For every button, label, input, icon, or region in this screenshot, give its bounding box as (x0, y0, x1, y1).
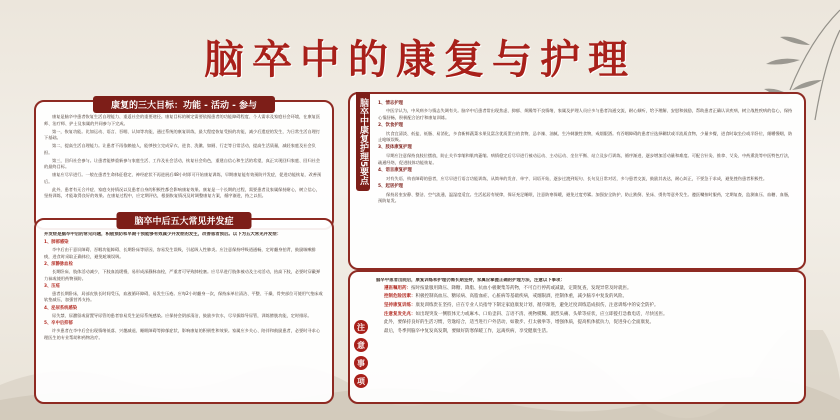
precaution-title: 控制危险因素： (384, 294, 416, 300)
complication-text: 尿失禁、尿潴留或留置导尿管的患者容易发生泌尿系统感染。应保持会阴部清洁，鼓励多饮水，尽早拔除导尿管，训练膀胱功能，定时排尿。 (52, 312, 312, 318)
nursing-section-title: 3、肢体康复护理 (378, 145, 412, 151)
nursing-section-text: 早期应注意保持良肢位摆放，防止关节挛缩和肌肉萎缩。病情稳定后尽早进行被动运动、主动运动、坐位平衡、站立及步行训练，循序渐进，逐步增加活动量和难度。可配合针灸、推拿、艾灸、中药熏洗等中医特色疗法，疏通经络，促进肢体功能恢复。 (378, 153, 793, 165)
page-title: 脑卒中的康复与护理 (204, 36, 636, 83)
precaution-title: 坚持康复训练： (384, 302, 416, 308)
precaution-text: 康复训练贵在坚持，应在专业人员指导下制定家庭康复计划，循序渐进，避免过度训练造成损伤，注意训练中的安全防护。 (415, 302, 659, 308)
nursing-section-text: 对有失语、构音障碍的患者，应尽早进行语言功能训练，从简单的发音、单字、词语开始，逐步过渡到短句、长句及日常对话，多与患者交流，鼓励其表达，耐心纠正，不要急于求成，避免挫伤患者积极性。 (386, 175, 768, 181)
complication-title: 1、肺部感染 (44, 240, 69, 246)
precautions-label-char: 注 (354, 320, 368, 334)
complication-text: 许多患者在卒中后会出现情绪低落、兴趣减退、睡眠障碍等抑郁症状，影响康复的积极性和效果。家属应多关心、陪伴和鼓励患者，必要时寻求心理医生的专业帮助和药物治疗。 (44, 328, 321, 340)
goals-paragraph: 第二，提高生活自理能力。让患者不再依赖他人，能够独立完成穿衣、进食、洗漱、如厕、行走等日常活动，提高生活质量，减轻家庭及社会负担。 (44, 143, 316, 155)
nursing-section-title: 2、饮食护理 (378, 123, 404, 129)
complication-text: 卒中后由于意识障碍、吞咽功能障碍、长期卧床等原因，容易发生误吸，引起吸入性肺炎。应注意保持呼吸道通畅，定时翻身拍背，鼓励咳嗽排痰，进食时采取正确体位，避免呛咳误吸。 (44, 247, 316, 259)
nursing-section-title: 4、语言康复护理 (378, 167, 412, 173)
nursing-section-title: 1、情志护理 (378, 100, 404, 106)
complication-title: 3、压疮 (44, 283, 60, 289)
complication-title: 5、卒中后抑郁 (44, 320, 73, 326)
precaution-text: 积极控制高血压、糖尿病、高脂血症、心脏病等基础疾病，戒烟限酒，控制体重，减少脑卒中复发的风险。 (415, 294, 627, 300)
nursing-section-text: 饮食宜清淡、低盐、低脂、易消化，多食新鲜蔬菜水果及富含优质蛋白的食物，忌辛辣、油腻、生冷刺激性食物，戒烟限酒。有吞咽障碍的患者应选择糊状或半流质食物，少量多餐，进食时取坐位或半卧位，细嚼慢咽，防止呛咳误吸。 (378, 130, 793, 143)
goals-header: 康复的三大目标：功能 - 活动 - 参与 (93, 96, 275, 113)
goals-paragraph: 第一，恢复功能。比如运动、语言、吞咽、认知等功能，通过系统的康复训练，最大程度恢复受损的功能，减少后遗症的发生，为日常生活自理打下基础。 (44, 128, 321, 141)
goals-paragraph: 第三，回归社会参与。让患者能够重新参与家庭生活、工作及社会活动，恢复社会角色，重建自信心和生活的希望，真正实现回归家庭、回归社会的最终目标。 (44, 157, 321, 170)
nursing-points-panel (348, 92, 806, 270)
precaution-title: 注意复发先兆： (384, 311, 416, 317)
goals-paragraph: 康复应尽早进行。一般在患者生命体征稳定、神经症状不再进展后48小时即可开始康复训练，早期康复能有效预防并发症，促进功能恢复，改善预后。 (44, 172, 322, 184)
precaution-text: 按时按量服用降压、降糖、降脂、抗血小板聚集等药物，不可自行停药或减量，定期复查，发现异常及时就医。 (411, 285, 632, 291)
nursing-points-label: 脑卒中康复护理5要点 (356, 92, 370, 191)
complication-text: 长期卧床、肢体活动减少，下肢血流缓慢，易形成深静脉血栓，严重者可导致肺栓塞。应尽早进行肢体被动及主动活动，抬高下肢，必要时穿戴弹力袜或使用药物预防。 (44, 269, 321, 281)
complications-panel (34, 218, 334, 404)
complications-intro: 并发症是脑卒中后的常见问题，积极预防和早期干预能够有效减少并发症的发生，改善患者预后。以下为五大常见并发症： (44, 232, 282, 237)
goals-paragraph: 康复是脑卒中患者恢复生活自理能力、重返社会的重要途径。康复目标的制定需要依据患者的功能障碍程度、个人需求及家庭社会环境，在康复医师、治疗师、护士及家属的共同参与下完成。 (44, 114, 321, 126)
precautions-intro: 脑卒中患者出院后，康复训练和护理仍需长期坚持，家属应掌握正确的护理方法，注意以下事项： (376, 278, 565, 283)
complication-text: 患者长期卧床，局部皮肤长时间受压，血液循环障碍，易发生压疮。应每2小时翻身一次，保持床单位清洁、平整、干燥，骨突部位可使用气垫床或软垫减压，加强营养支持。 (44, 290, 323, 303)
precautions-label (354, 320, 368, 392)
nursing-section-text: 保持居室安静、整洁、空气流通，温湿度适宜。生活起居有规律，保证充足睡眠，注意防寒保暖，避免过度劳累。加强安全防护，防止跌倒、坠床、烫伤等意外发生。遵医嘱按时服药，定期复查，监测血压、血糖、血脂，预防复发。 (378, 191, 793, 204)
precautions-closing: 此外，要保持良好的生活习惯，劳逸结合，适当进行户外活动，如散步、打太极拳等，增强体质，提高机体抵抗力，促进身心全面康复。 (384, 320, 654, 326)
complications-header: 脑卒中后五大常见并发症 (116, 212, 251, 229)
nursing-section-title: 5、起居护理 (378, 183, 404, 189)
precautions-label-char: 事 (354, 356, 368, 370)
precautions-panel (348, 270, 806, 404)
complication-title: 4、泌尿系统感染 (44, 305, 78, 311)
goals-paragraph: 此外，患者有无合并症、家庭支持情况以及患者自身的积极性都会影响康复效果。康复是一个长期的过程，需要患者及家属保持耐心，树立信心，坚持训练，才能取得良好的效果。在康复过程中，应定期评估，根据恢复情况及时调整康复方案，循序渐进，持之以恒。 (44, 186, 321, 199)
precaution-text: 如出现突发一侧肢体无力或麻木、口角歪斜、言语不清、视物模糊、剧烈头痛、头晕等症状，应立即拨打急救电话，尽快送医。 (415, 311, 668, 317)
nursing-section-text: 中医学认为，中风病多与情志失调有关。脑卒中后患者常出现焦虑、抑郁、烦躁等不良情绪，家属及护理人员应多与患者沟通交流，耐心倾听，给予理解、安慰和鼓励，帮助患者正确认识疾病，树立战胜疾病的信心，保持心情舒畅，积极配合治疗和康复训练。 (378, 108, 793, 120)
goals-panel (34, 100, 334, 230)
precautions-quote: 最后，冬季到脑卒中复发高发期，要做好防寒保暖工作，远离疾病，享受健康生活。 (384, 328, 551, 334)
precautions-label-char: 项 (354, 374, 368, 388)
complication-title: 2、深静脉血栓 (44, 261, 73, 267)
precaution-title: 遵医嘱用药： (384, 285, 411, 291)
precautions-label-char: 意 (354, 338, 368, 352)
